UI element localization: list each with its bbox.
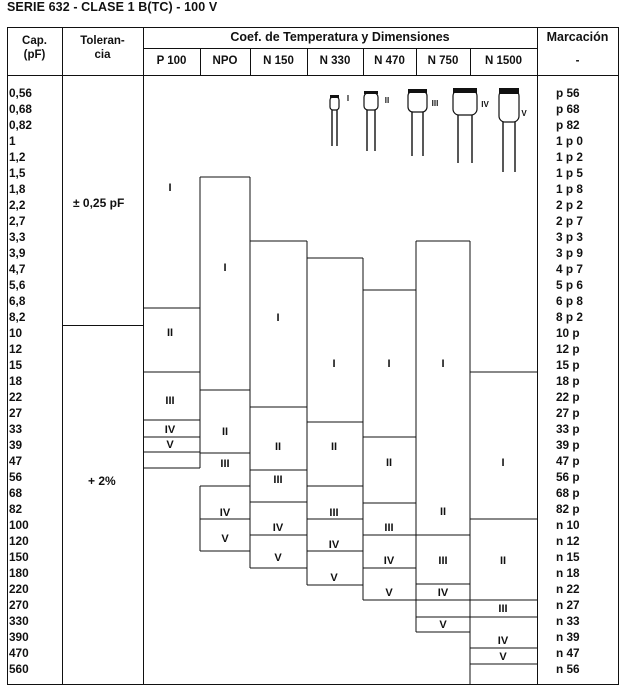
size-label-npo: IV [219,507,231,519]
cap-value: 47 [9,454,23,468]
marking-code: n 27 [556,598,580,612]
tolerance-high: + 2% [88,474,116,488]
cap-value: 560 [9,662,29,676]
size-label-n750: III [438,555,448,567]
capacitor-size-v-icon [499,88,519,172]
coef-header: Coef. de Temperatura y Dimensiones [230,30,450,44]
cap-value: 330 [9,614,29,628]
col-header-npo: NPO [212,55,238,67]
marking-code: p 68 [556,102,580,116]
size-label-n1500: II [499,555,507,567]
marking-code: n 10 [556,518,580,532]
cap-value: 4,7 [9,262,26,276]
size-label-npo: V [221,533,229,545]
size-label-n470: IV [383,555,395,567]
size-label-n470: II [385,457,393,469]
size-label-n330: V [330,572,338,584]
size-label-p100: V [166,439,174,451]
cap-value: 22 [9,390,23,404]
size-label-n470: I [387,358,391,370]
size-label-p100: III [165,395,175,407]
marking-code: 47 p [556,454,580,468]
size-label-npo: II [221,426,229,438]
cap-value: 100 [9,518,29,532]
cap-value: 220 [9,582,29,596]
marking-code: 6 p 8 [556,294,583,308]
size-label-npo: I [223,262,227,274]
marking-code: 1 p 0 [556,134,583,148]
marking-code: n 12 [556,534,580,548]
marking-code: 5 p 6 [556,278,583,292]
size-label-n330: IV [328,539,340,551]
col-header-n470: N 470 [374,55,405,67]
cap-value: 5,6 [9,278,26,292]
capacitor-size-iii-icon [408,89,427,156]
col-header-p100: P 100 [156,55,187,67]
size-label-n150: I [276,312,280,324]
cap-value: 18 [9,374,23,388]
marking-code: 1 p 5 [556,166,583,180]
marking-code: 4 p 7 [556,262,583,276]
marking-code: n 33 [556,614,580,628]
size-label-n750: II [439,506,447,518]
icon-label: II [384,96,390,105]
cap-value: 0,56 [9,86,32,100]
size-label-n150: III [273,474,283,486]
marking-code: p 82 [556,118,580,132]
marking-code: 3 p 9 [556,246,583,260]
marking-code: 2 p 7 [556,214,583,228]
marking-code: n 39 [556,630,580,644]
size-label-n150: V [274,552,282,564]
cap-value: 56 [9,470,23,484]
size-label-n150: IV [272,522,284,534]
size-label-n330: I [332,358,336,370]
cap-value: 1,2 [9,150,26,164]
cap-value: 82 [9,502,23,516]
col-header-n150: N 150 [263,55,294,67]
marking-code: 18 p [556,374,580,388]
cap-value: 8,2 [9,310,26,324]
col-header-n1500: N 1500 [484,55,523,67]
size-label-n750: V [439,619,447,631]
cap-value: 68 [9,486,23,500]
cap-value: 3,3 [9,230,26,244]
series-title: SERIE 632 - CLASE 1 B(TC) - 100 V [7,0,218,14]
cap-value: 270 [9,598,29,612]
size-label-n1500: III [498,603,508,615]
cap-value: 0,68 [9,102,32,116]
marking-code: 68 p [556,486,580,500]
size-label-p100: II [166,327,174,339]
capacitor-size-ii-icon [364,91,378,151]
marking-code: n 56 [556,662,580,676]
cap-value: 39 [9,438,23,452]
marcacion-subheader: - [575,55,580,67]
cap-value: 10 [9,326,23,340]
cap-value: 3,9 [9,246,26,260]
size-label-n150: II [274,441,282,453]
cap-value: 2,2 [9,198,26,212]
icon-label: IV [481,100,489,109]
cap-value: 120 [9,534,29,548]
cap-value: 1,8 [9,182,26,196]
size-label-n330: II [330,441,338,453]
marking-code: n 22 [556,582,580,596]
size-label-n1500: I [501,457,505,469]
tolerance-low: ± 0,25 pF [73,196,125,210]
marcacion-header: Marcación [546,30,609,44]
marking-code: 12 p [556,342,580,356]
cap-header: Cap. (pF) [22,35,47,61]
icon-label: I [346,94,350,103]
marking-code: 33 p [556,422,580,436]
capacitor-size-iv-icon [453,88,477,163]
size-label-p100: IV [164,424,176,436]
marking-code: 2 p 2 [556,198,583,212]
cap-value: 150 [9,550,29,564]
cap-value: 2,7 [9,214,26,228]
marking-code: p 56 [556,86,580,100]
cap-value: 1 [9,134,16,148]
cap-value: 27 [9,406,23,420]
marking-code: n 18 [556,566,580,580]
marking-code: n 47 [556,646,580,660]
size-label-p100: I [168,182,172,194]
marking-code: 3 p 3 [556,230,583,244]
marking-code: 15 p [556,358,580,372]
cap-value: 33 [9,422,23,436]
cap-value: 6,8 [9,294,26,308]
size-label-n470: V [385,587,393,599]
icon-label: III [431,99,439,108]
col-header-n750: N 750 [427,55,459,67]
marking-code: 82 p [556,502,580,516]
size-label-n1500: V [499,651,507,663]
marking-code: 39 p [556,438,580,452]
size-label-n1500: IV [497,635,509,647]
marking-code: 56 p [556,470,580,484]
size-label-n470: III [384,522,394,534]
marking-code: 8 p 2 [556,310,583,324]
marking-code: 1 p 2 [556,150,583,164]
marking-code: 1 p 8 [556,182,583,196]
cap-value: 15 [9,358,23,372]
marking-code: 27 p [556,406,580,420]
capacitor-size-i-icon [330,95,339,146]
cap-value: 12 [9,342,23,356]
cap-value: 1,5 [9,166,26,180]
cap-value: 180 [9,566,29,580]
size-label-n330: III [329,507,339,519]
size-label-n750: I [441,358,445,370]
cap-value: 0,82 [9,118,32,132]
marking-code: 10 p [556,326,580,340]
tolerance-header: Toleran- cia [80,35,125,61]
cap-value: 470 [9,646,29,660]
col-header-n330: N 330 [319,55,351,67]
marking-code: n 15 [556,550,580,564]
size-label-n750: IV [437,587,449,599]
marking-code: 22 p [556,390,580,404]
cap-value: 390 [9,630,29,644]
icon-label: V [521,109,527,118]
size-label-npo: III [220,458,230,470]
